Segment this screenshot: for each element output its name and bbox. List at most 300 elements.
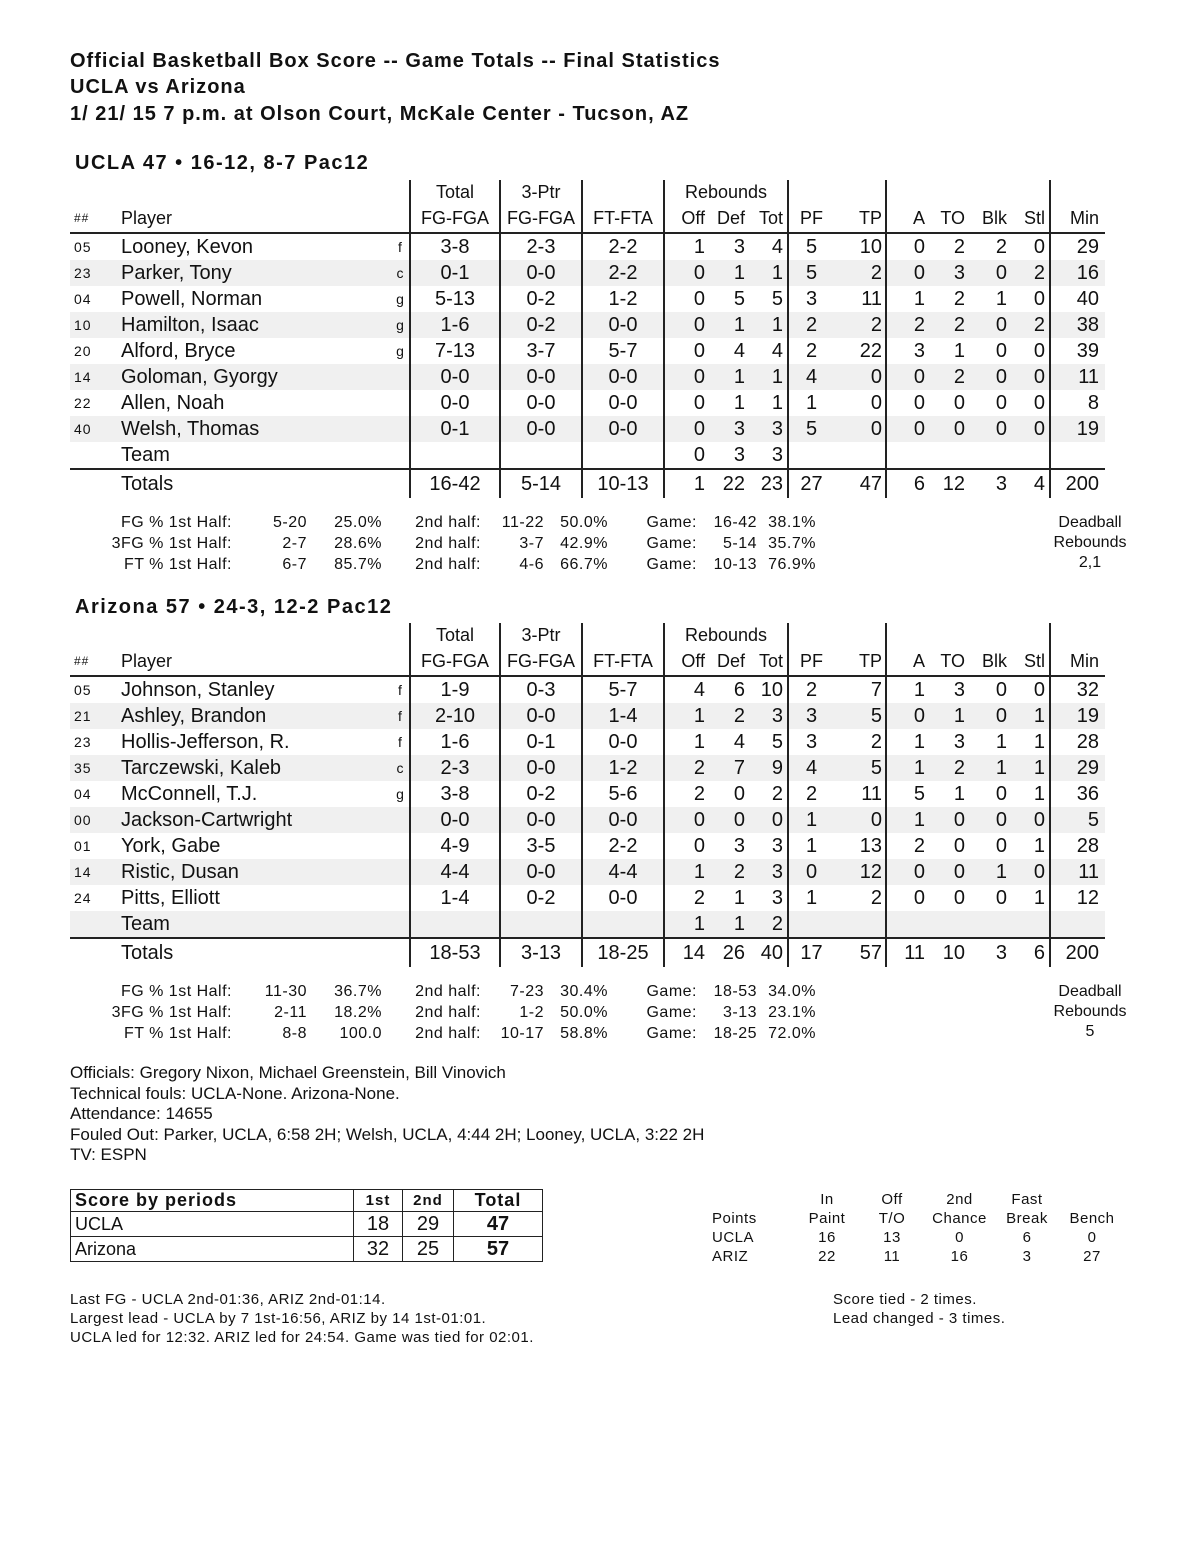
def-reb: 1	[705, 364, 745, 390]
minutes: 36	[1050, 781, 1105, 807]
blocks: 0	[995, 340, 1007, 362]
pct-glabel: Game:	[646, 983, 697, 1000]
off-reb: 4	[664, 676, 705, 703]
lead-changed: Lead changed - 3 times.	[833, 1310, 1006, 1327]
fg3: 0-3	[500, 676, 582, 703]
turnovers: 1	[953, 783, 965, 805]
def-reb: 1	[733, 392, 745, 414]
steals: 0	[1033, 236, 1045, 258]
totals-label: Totals	[121, 938, 391, 967]
minutes: 200	[1050, 469, 1105, 498]
blocks: 1	[965, 859, 1007, 885]
pct-line	[80, 981, 816, 1002]
officials: Officials: Gregory Nixon, Michael Greenstein, Bill Vinovich	[70, 1063, 506, 1082]
steals: 1	[1033, 731, 1045, 753]
jersey-number: 04	[74, 291, 92, 307]
steals: 1	[1033, 887, 1045, 909]
def-reb: 26	[705, 938, 745, 967]
pct-h1p: 36.7%	[334, 983, 382, 1000]
turnovers: 0	[925, 859, 965, 885]
assists: 1	[886, 755, 925, 781]
pct-line	[80, 554, 816, 575]
jersey-number: 05	[74, 682, 92, 698]
totals-row	[70, 938, 1105, 967]
pct-h2label: 2nd half:	[415, 535, 481, 552]
minutes: 5	[1050, 807, 1105, 833]
ft: 2-2	[582, 260, 664, 286]
deadball-label: Deadball	[1058, 514, 1122, 531]
steals: 6	[1007, 938, 1050, 967]
blocks-header: Blk	[965, 647, 1007, 676]
box-score-table-ucla	[70, 180, 1105, 498]
blank	[582, 180, 664, 204]
blank	[391, 647, 410, 676]
periods-row-arizona	[71, 1237, 543, 1262]
blank	[391, 623, 410, 647]
def-reb: 1	[705, 911, 745, 938]
tot-reb: 23	[745, 469, 788, 498]
period-1-score: 32	[354, 1237, 403, 1262]
blank	[70, 180, 121, 204]
tot-reb: 9	[745, 755, 788, 781]
tv: TV: ESPN	[70, 1145, 147, 1164]
pf: 5	[788, 260, 834, 286]
pct-g: 10-13	[713, 556, 757, 573]
matchup: UCLA vs Arizona	[70, 76, 246, 98]
ft: 2-2	[582, 233, 664, 260]
assists: 2	[886, 833, 925, 859]
pf: 2	[788, 338, 834, 364]
turnovers: 1	[925, 703, 965, 729]
fg: 16-42	[410, 469, 500, 498]
tot-reb: 3	[771, 444, 783, 466]
fg: 7-13	[410, 338, 500, 364]
turnovers: 3	[953, 679, 965, 701]
group-total-header: Total	[410, 623, 500, 647]
pct-g: 18-25	[713, 1025, 757, 1042]
steals-header: Stl	[1007, 204, 1050, 233]
assists: 0	[886, 260, 925, 286]
assists: 0	[886, 364, 925, 390]
blank	[886, 180, 1050, 204]
points-header-row	[712, 1190, 1127, 1209]
ft: 0-0	[582, 729, 664, 755]
column-header-row	[70, 647, 1105, 676]
assists: 1	[886, 676, 925, 703]
blocks: 1	[965, 755, 1007, 781]
blocks: 2	[995, 236, 1007, 258]
blank	[391, 180, 410, 204]
blank	[1050, 911, 1105, 938]
game-flow-notes	[70, 1290, 534, 1347]
blank	[1007, 911, 1050, 938]
tot-reb: 5	[771, 731, 783, 753]
tp: 13	[859, 835, 882, 857]
assists: 2	[886, 312, 925, 338]
steals: 1	[1007, 703, 1050, 729]
blank	[410, 442, 500, 469]
assists: 1	[886, 729, 925, 755]
assists: 5	[886, 781, 925, 807]
off-reb: 1	[664, 233, 705, 260]
fg3: 0-0	[500, 416, 582, 442]
position: c	[391, 755, 410, 781]
player-name: Jackson-Cartwright	[121, 807, 391, 833]
ft: 0-0	[582, 807, 664, 833]
team-header-arizona: Arizona 57 • 24-3, 12-2 Pac12	[75, 596, 393, 618]
tot-reb: 40	[745, 938, 788, 967]
fg3-header: FG-FGA	[500, 204, 582, 233]
off-reb: 0	[664, 312, 705, 338]
rebounds-label: Rebounds	[1053, 534, 1127, 551]
pct-gp: 34.0%	[768, 983, 816, 1000]
tot-reb: 1	[745, 260, 788, 286]
def-reb: 7	[705, 755, 745, 781]
blank	[121, 180, 391, 204]
tp: 0	[834, 364, 886, 390]
turnovers: 12	[925, 469, 965, 498]
steals-header: Stl	[1007, 647, 1050, 676]
group-3ptr-header: 3-Ptr	[500, 180, 582, 204]
pct-h1: 2-7	[282, 535, 307, 552]
points-value: 3	[1022, 1248, 1032, 1265]
ft-header: FT-FTA	[582, 204, 664, 233]
assists-header: A	[886, 204, 925, 233]
steals: 4	[1007, 469, 1050, 498]
pct-h2label: 2nd half:	[415, 514, 481, 531]
blank	[788, 911, 834, 938]
turnovers: 2	[925, 312, 965, 338]
blocks: 1	[995, 731, 1007, 753]
period-team: Arizona	[71, 1237, 354, 1262]
pf: 27	[788, 469, 834, 498]
points-header-row	[712, 1209, 1127, 1228]
pf: 2	[788, 312, 834, 338]
assists: 0	[886, 416, 925, 442]
period-total: 47	[454, 1212, 543, 1237]
jersey-number: 40	[70, 416, 121, 442]
turnovers-header: TO	[925, 647, 965, 676]
fg: 5-13	[410, 286, 500, 312]
position: f	[391, 703, 410, 729]
position: f	[398, 682, 402, 698]
ties-lead-changes	[833, 1290, 1005, 1328]
pct-h2p: 30.4%	[560, 983, 608, 1000]
ft: 1-4	[582, 703, 664, 729]
player-name: Hamilton, Isaac	[121, 312, 391, 338]
minutes: 200	[1050, 938, 1105, 967]
fg: 4-9	[410, 833, 500, 859]
total-header: Total	[454, 1190, 543, 1212]
steals: 0	[1007, 807, 1050, 833]
points-header-cell: Paint	[808, 1210, 846, 1227]
blank	[886, 911, 925, 938]
team-row	[70, 442, 1105, 469]
blank	[1050, 442, 1105, 469]
turnovers: 0	[925, 807, 965, 833]
pf-header: PF	[788, 647, 834, 676]
ft: 5-6	[582, 781, 664, 807]
fg3: 0-0	[500, 260, 582, 286]
tp: 0	[870, 392, 882, 414]
pct-line	[80, 1002, 816, 1023]
pct-label: FT % 1st Half:	[123, 1025, 232, 1042]
pct-gp: 76.9%	[768, 556, 816, 573]
minutes: 32	[1050, 676, 1105, 703]
tp: 2	[870, 731, 882, 753]
blank	[121, 623, 391, 647]
blank	[391, 204, 410, 233]
fg3: 0-0	[500, 859, 582, 885]
game-date-venue: 1/ 21/ 15 7 p.m. at Olson Court, McKale Center - Tucson, AZ	[70, 103, 690, 125]
turnovers: 0	[953, 835, 965, 857]
player-row	[70, 260, 1105, 286]
off-reb: 0	[664, 390, 705, 416]
ft: 1-2	[582, 286, 664, 312]
fg: 1-6	[410, 729, 500, 755]
blank	[834, 911, 886, 938]
off-reb: 1	[664, 703, 705, 729]
turnovers: 2	[925, 364, 965, 390]
assists: 1	[886, 286, 925, 312]
steals: 0	[1007, 364, 1050, 390]
periods-label: Score by periods	[71, 1190, 354, 1212]
last-fg: Last FG - UCLA 2nd-01:36, ARIZ 2nd-01:14.	[70, 1291, 386, 1308]
player-name: Pitts, Elliott	[121, 887, 220, 909]
period-1-score: 18	[354, 1212, 403, 1237]
blank	[834, 442, 886, 469]
tot-reb: 3	[771, 835, 783, 857]
blank	[582, 623, 664, 647]
pct-h1p: 100.0	[339, 1025, 382, 1042]
def-reb: 4	[733, 340, 745, 362]
player-name: Allen, Noah	[121, 392, 225, 414]
blank	[391, 911, 410, 938]
fg: 1-6	[410, 312, 500, 338]
ft-header: FT-FTA	[582, 647, 664, 676]
fg3: 0-0	[500, 390, 582, 416]
def-reb-header: Def	[705, 204, 745, 233]
blank	[391, 442, 410, 469]
minutes: 16	[1050, 260, 1105, 286]
turnovers: 3	[925, 260, 965, 286]
player-row	[70, 833, 1105, 859]
off-reb: 2	[664, 781, 705, 807]
player-header: Player	[121, 647, 391, 676]
blank	[70, 442, 121, 469]
pf: 1	[788, 390, 834, 416]
tp: 12	[834, 859, 886, 885]
pct-h1: 2-11	[274, 1004, 307, 1021]
player-row	[70, 859, 1105, 885]
pct-glabel: Game:	[646, 1025, 697, 1042]
jersey-number: 05	[74, 239, 92, 255]
blank	[500, 911, 582, 938]
off-reb: 0	[664, 286, 705, 312]
def-reb: 1	[705, 312, 745, 338]
tot-reb: 3	[745, 703, 788, 729]
player-name: Looney, Kevon	[121, 236, 253, 258]
pct-h1: 11-30	[264, 983, 307, 1000]
tot-reb: 3	[745, 859, 788, 885]
assists: 0	[886, 885, 925, 911]
off-reb: 1	[664, 469, 705, 498]
steals: 1	[1033, 835, 1045, 857]
tot-reb: 1	[745, 312, 788, 338]
pct-label: FG % 1st Half:	[120, 983, 232, 1000]
pct-h2p: 50.0%	[560, 1004, 608, 1021]
player-header: Player	[121, 204, 391, 233]
blank	[582, 442, 664, 469]
blank	[70, 469, 121, 498]
points-value: 6	[1022, 1229, 1032, 1246]
blank	[391, 469, 410, 498]
pf-header: PF	[788, 204, 834, 233]
pct-glabel: Game:	[646, 514, 697, 531]
points-header-cell: 2nd	[946, 1191, 973, 1208]
pf: 2	[788, 781, 834, 807]
pct-g: 16-42	[713, 514, 757, 531]
tp: 10	[859, 236, 882, 258]
jersey-number: 10	[70, 312, 121, 338]
def-reb: 2	[705, 703, 745, 729]
blocks: 0	[995, 887, 1007, 909]
position	[391, 885, 410, 911]
column-group-row	[70, 180, 1105, 204]
pct-h2label: 2nd half:	[415, 1004, 481, 1021]
minutes: 40	[1050, 286, 1105, 312]
pct-h1p: 18.2%	[334, 1004, 382, 1021]
team-label: Team	[121, 911, 391, 938]
jersey-number: 14	[70, 364, 121, 390]
pct-h1p: 85.7%	[334, 556, 382, 573]
points-header-cell: T/O	[878, 1210, 906, 1227]
blocks: 1	[995, 288, 1007, 310]
fg: 0-0	[410, 390, 500, 416]
assists: 11	[886, 938, 925, 967]
tp: 5	[834, 703, 886, 729]
fg3: 0-2	[500, 286, 582, 312]
pct-h2p: 58.8%	[560, 1025, 608, 1042]
blank	[886, 442, 925, 469]
jersey-number: 22	[74, 395, 92, 411]
pct-gp: 35.7%	[768, 535, 816, 552]
tp: 11	[861, 783, 882, 805]
fg: 3-8	[410, 781, 500, 807]
player-name: Alford, Bryce	[121, 340, 236, 362]
ft: 1-2	[582, 755, 664, 781]
points-header-cell: In	[820, 1191, 834, 1208]
assists: 0	[886, 233, 925, 260]
steals: 0	[1007, 859, 1050, 885]
fg: 1-9	[410, 676, 500, 703]
off-reb: 2	[664, 755, 705, 781]
position	[391, 807, 410, 833]
position	[391, 364, 410, 390]
fg3: 0-1	[500, 729, 582, 755]
position	[391, 416, 410, 442]
ft: 0-0	[582, 885, 664, 911]
fg3: 0-2	[500, 885, 582, 911]
pf: 1	[788, 833, 834, 859]
pf: 2	[788, 676, 834, 703]
team-header-ucla: UCLA 47 • 16-12, 8-7 Pac12	[75, 152, 370, 174]
turnovers: 2	[953, 288, 965, 310]
tp: 2	[834, 260, 886, 286]
steals: 2	[1007, 260, 1050, 286]
tot-reb: 4	[771, 236, 783, 258]
pct-label: FT % 1st Half:	[123, 556, 232, 573]
ft: 2-2	[582, 833, 664, 859]
blocks: 0	[965, 364, 1007, 390]
def-reb: 3	[733, 236, 745, 258]
jersey-number: 01	[74, 838, 92, 854]
points-header-cell: Off	[881, 1191, 903, 1208]
tot-reb: 10	[760, 679, 783, 701]
player-row	[70, 807, 1105, 833]
player-row	[70, 390, 1105, 416]
off-reb: 2	[664, 885, 705, 911]
technical-fouls: Technical fouls: UCLA-None. Arizona-None.	[70, 1083, 400, 1103]
fg: 0-1	[410, 416, 500, 442]
pct-h1p: 28.6%	[334, 535, 382, 552]
steals: 0	[1033, 392, 1045, 414]
jersey-number: 04	[74, 786, 92, 802]
blank	[1050, 623, 1105, 647]
off-reb: 0	[664, 833, 705, 859]
player-name: Hollis-Jefferson, R.	[121, 731, 290, 753]
fg3: 0-2	[500, 312, 582, 338]
position: g	[396, 343, 404, 359]
position	[391, 390, 410, 416]
pct-gp: 23.1%	[768, 1004, 816, 1021]
minutes: 19	[1050, 703, 1105, 729]
blank	[788, 180, 886, 204]
tp: 11	[861, 288, 882, 310]
minutes-header: Min	[1050, 647, 1105, 676]
minutes: 12	[1050, 885, 1105, 911]
period-2-score: 29	[403, 1212, 454, 1237]
group-total-header: Total	[410, 180, 500, 204]
pct-glabel: Game:	[646, 1004, 697, 1021]
blocks: 3	[965, 938, 1007, 967]
blank	[582, 911, 664, 938]
ft: 4-4	[582, 859, 664, 885]
points-value: 0	[1087, 1229, 1097, 1246]
blank	[1050, 180, 1105, 204]
tp: 0	[834, 416, 886, 442]
fg3: 0-0	[500, 364, 582, 390]
pct-label: 3FG % 1st Half:	[111, 535, 232, 552]
off-reb-header: Off	[664, 204, 705, 233]
player-row	[70, 416, 1105, 442]
turnovers: 2	[953, 236, 965, 258]
off-reb: 0	[664, 364, 705, 390]
points-value: 0	[955, 1229, 964, 1246]
ft: 5-7	[582, 676, 664, 703]
tp: 2	[870, 887, 882, 909]
blank	[391, 938, 410, 967]
periods-header-row	[71, 1190, 543, 1212]
fg3: 0-2	[500, 781, 582, 807]
points-value: 11	[883, 1248, 901, 1265]
blank	[70, 623, 121, 647]
points-value: 22	[818, 1248, 836, 1265]
jersey-number: 23	[70, 260, 121, 286]
off-reb: 0	[664, 260, 705, 286]
tot-reb: 1	[771, 392, 783, 414]
pct-line	[80, 1023, 816, 1044]
